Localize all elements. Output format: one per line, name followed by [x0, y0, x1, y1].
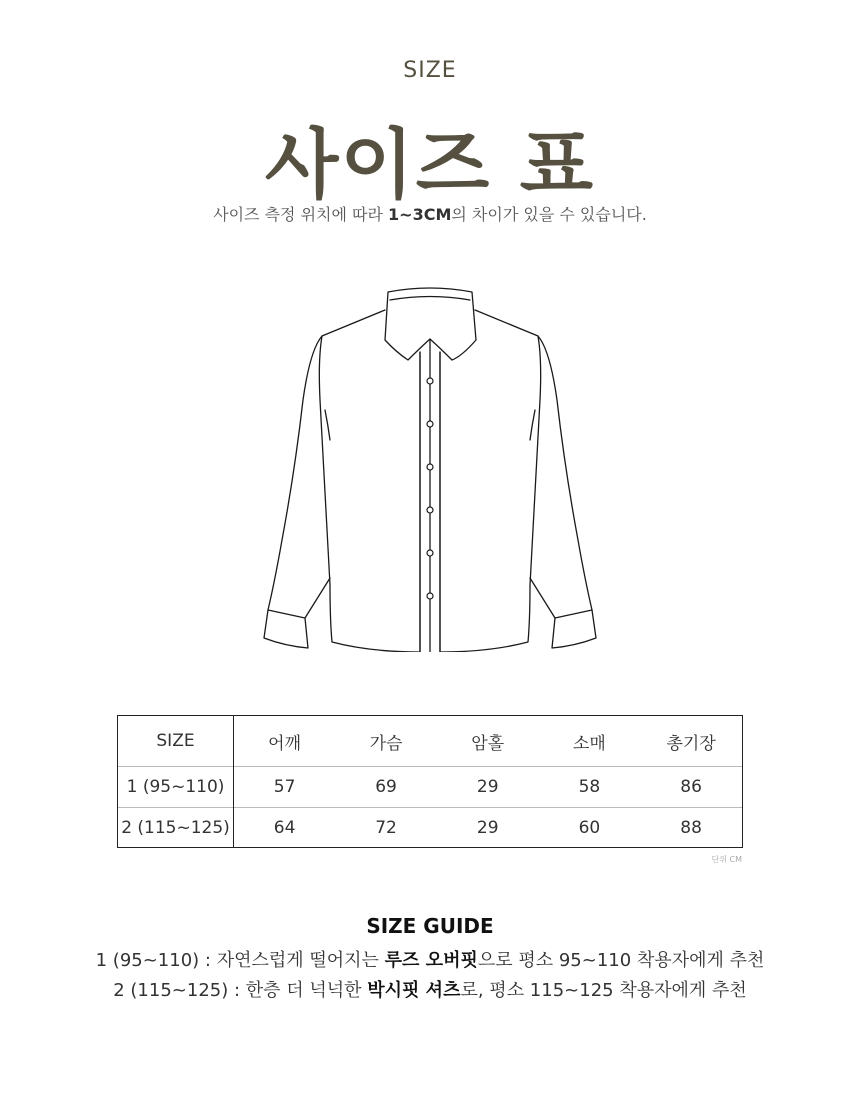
cell-shoulder: 64 [234, 808, 336, 849]
guide-line-1-pre: 1 (95~110) : 자연스럽게 떨어지는 [95, 950, 385, 971]
cell-total-length: 88 [640, 808, 742, 849]
header-shoulder: 어깨 [268, 733, 302, 754]
measurement-note-pre: 사이즈 측정 위치에 따라 [213, 205, 389, 224]
button-1 [427, 378, 433, 384]
cell-chest: 69 [335, 767, 437, 808]
guide-line-1-post: 으로 평소 95~110 착용자에게 추천 [477, 950, 765, 971]
cell-armhole: 29 [437, 808, 539, 849]
cell-armhole: 29 [437, 767, 539, 808]
button-6 [427, 593, 433, 599]
size-guide-title: SIZE GUIDE [366, 914, 494, 938]
header-size: SIZE [118, 716, 234, 767]
size-guide-line-1 [0, 946, 860, 972]
guide-line-1-fit: 루즈 오버핏 [384, 950, 478, 971]
shirt-illustration [258, 282, 602, 652]
cell-total-length: 86 [640, 767, 742, 808]
cell-size: 1 (95~110) [118, 767, 234, 808]
cell-chest: 72 [335, 808, 437, 849]
cell-size: 2 (115~125) [118, 808, 234, 849]
button-5 [427, 550, 433, 556]
guide-line-2-post: 로, 평소 115~125 착용자에게 추천 [460, 980, 747, 1001]
table-row [118, 808, 742, 849]
cell-shoulder: 57 [234, 767, 336, 808]
cell-sleeve: 58 [539, 767, 641, 808]
header-total-length: 총기장 [666, 733, 716, 754]
measurement-note-post: 의 차이가 있을 수 있습니다. [451, 205, 647, 224]
button-2 [427, 421, 433, 427]
measurement-note [0, 202, 860, 225]
guide-line-2-pre: 2 (115~125) : 한층 더 넉넉한 [113, 980, 368, 1001]
header-chest: 가슴 [369, 733, 403, 754]
button-4 [427, 507, 433, 513]
table-row [118, 767, 742, 808]
button-3 [427, 464, 433, 470]
page-title: 사이즈 표 [264, 120, 596, 209]
unit-note: 단위 CM [711, 855, 742, 864]
size-table [117, 715, 743, 848]
measurement-note-range: 1~3CM [388, 205, 452, 224]
guide-line-2-fit: 박시핏 셔츠 [367, 980, 461, 1001]
header-sleeve: 소매 [572, 733, 606, 754]
cell-sleeve: 60 [539, 808, 641, 849]
table-header-row [118, 716, 742, 767]
section-eyebrow: SIZE [403, 58, 457, 83]
size-guide-line-2 [0, 976, 860, 1002]
header-armhole: 암홀 [471, 733, 505, 754]
